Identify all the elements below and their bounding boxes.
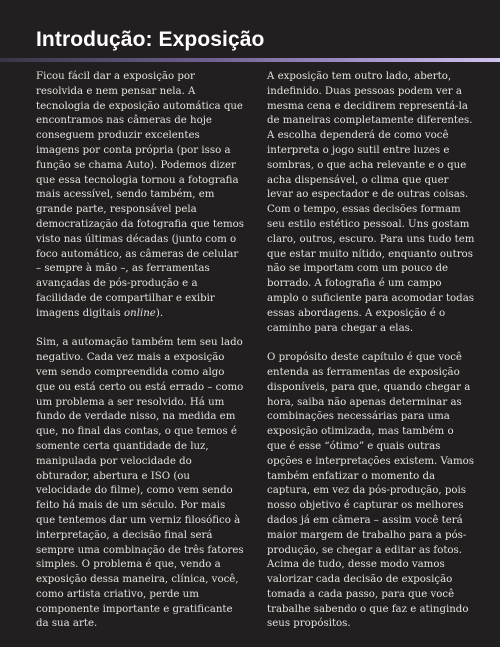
right-column xyxy=(267,70,475,647)
left-paragraph-1-text: Ficou fácil dar a exposição por resolvida e nem pensar nela. A tecnologia de exposição automática que encontramos nas câmeras de hoje conseguem produzir excelentes imagens por conta própria (por isso a função se chama Auto). Podemos dizer que essa tecnologia tornou a fotografia mais acessível, sendo também, em grande parte, responsável pela democratização da fotografia que temos visto nas últimas décadas (junto com o foco automático, as câmeras de celular – sempre à mão –, as ferramentas avançadas de pós-produção e a facilidade de compartilhar e exibir imagens digitais xyxy=(36,71,244,319)
right-paragraph-1: A exposição tem outro lado, aberto, indefinido. Duas pessoas podem ver a mesma cena e decidirem representá-la de maneiras completamente diferentes. A escolha dependerá de como você interpreta o jogo sutil entre luzes e sombras, o que acha relevante e o que acha dispensável, o clima que quer levar ao espectador e de outras coisas. Com o tempo, essas decisões formam seu estilo estético pessoal. Uns gostam claro, outros, escuro. Para uns tudo tem que estar muito nítido, enquanto outros não se importam com um pouco de borrado. A fotografia é um campo amplo o suficiente para acomodar todas essas abordagens. A exposição é o caminho para chegar a elas. xyxy=(267,71,475,334)
left-paragraph-1-end: ). xyxy=(155,307,164,319)
left-paragraph-1 xyxy=(36,70,244,322)
left-column xyxy=(36,70,244,647)
left-paragraph-2: Sim, a automação também tem seu lado negativo. Cada vez mais a exposição vem sendo compreendida como algo que ou está certo ou está errado – como um problema a ser resolvido. Há um fundo de verdade nisso, na medida em que, no final das contas, o que temos é somente certa quantidade de luz, manipulada por velocidade do obturador, abertura e ISO (ou velocidade do filme), como vem sendo feito há mais de um século. Por mais que tentemos dar um verniz filosófico à interpretação, a decisão final será sempre uma combinação de três fatores simples. O problema é que, vendo a exposição dessa maneira, clínica, você, como artista criativo, perde um componente importante e gratificante da sua arte. xyxy=(36,337,244,630)
right-paragraph-2: O propósito deste capítulo é que você entenda as ferramentas de exposição disponíveis, para que, quando chegar a hora, saiba não apenas determinar as combinações necessárias para uma exposição otimizada, mas também o que é esse “ótimo” e quais outras opções e interpretações existem. Vamos também enfatizar o momento da captura, em vez da pós-produção, pois nosso objetivo é capturar os melhores dados já em câmera – assim você terá maior margem de trabalho para a pós-produção, se chegar a editar as fotos. Acima de tudo, desse modo vamos valorizar cada decisão de exposição tomada a cada passo, para que você trabalhe sabendo o que faz e atingindo seus propósitos. xyxy=(267,352,475,630)
title-gradient-rule xyxy=(0,58,500,62)
page-title: Introdução: Exposição xyxy=(36,28,265,51)
left-paragraph-1-italic: online xyxy=(124,307,156,319)
